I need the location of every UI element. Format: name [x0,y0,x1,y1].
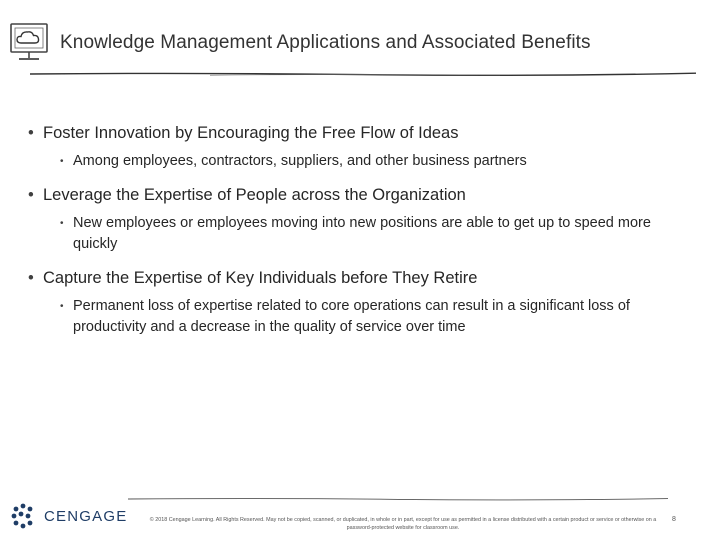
bullet-group [28,184,698,255]
bullet-dot-icon: • [60,156,64,167]
cengage-logo-mark-icon [10,502,40,530]
bullet-dot-icon: • [28,269,34,287]
cengage-logo [10,502,145,530]
bullet-dot-icon: • [28,124,34,142]
sub-bullet-text: Among employees, contractors, suppliers, and other business partners [73,153,527,169]
sub-bullet-item [60,151,680,172]
logo-text: CENGAGE [44,508,128,525]
bullet-text: Foster Innovation by Encouraging the Free Flow of Ideas [43,124,459,142]
bullet-text: Capture the Expertise of Key Individuals before They Retire [43,269,478,287]
sub-bullet-item [60,213,680,255]
page-number: 8 [672,516,676,523]
bullet-group [28,267,698,338]
footer-divider [128,496,668,502]
bullet-dot-icon: • [60,301,64,312]
sub-bullet-text: Permanent loss of expertise related to core operations can result in a significant loss of productivity and a decrease in the quality of service over time [73,298,630,335]
title-divider [30,69,696,79]
sub-bullet-item [60,296,680,338]
bullet-dot-icon: • [60,218,64,229]
bullet-list [28,122,698,350]
bullet-group [28,122,698,172]
bullet-item [28,122,698,144]
sub-bullet-text: New employees or employees moving into new positions are able to get up to speed more quickly [73,215,651,252]
bullet-dot-icon: • [28,186,34,204]
bullet-item [28,184,698,206]
bullet-text: Leverage the Expertise of People across the Organization [43,186,466,204]
cloud-monitor-icon [8,20,50,66]
bullet-item [28,267,698,289]
copyright-text: © 2018 Cengage Learning. All Rights Reserved. May not be copied, scanned, or duplicated, in whole or in part, except for use as permitted in a license distributed with a certain product or service or otherwise on a password-protected website for classroom use. [149,517,657,531]
slide-title: Knowledge Management Applications and Associated Benefits [60,32,591,53]
